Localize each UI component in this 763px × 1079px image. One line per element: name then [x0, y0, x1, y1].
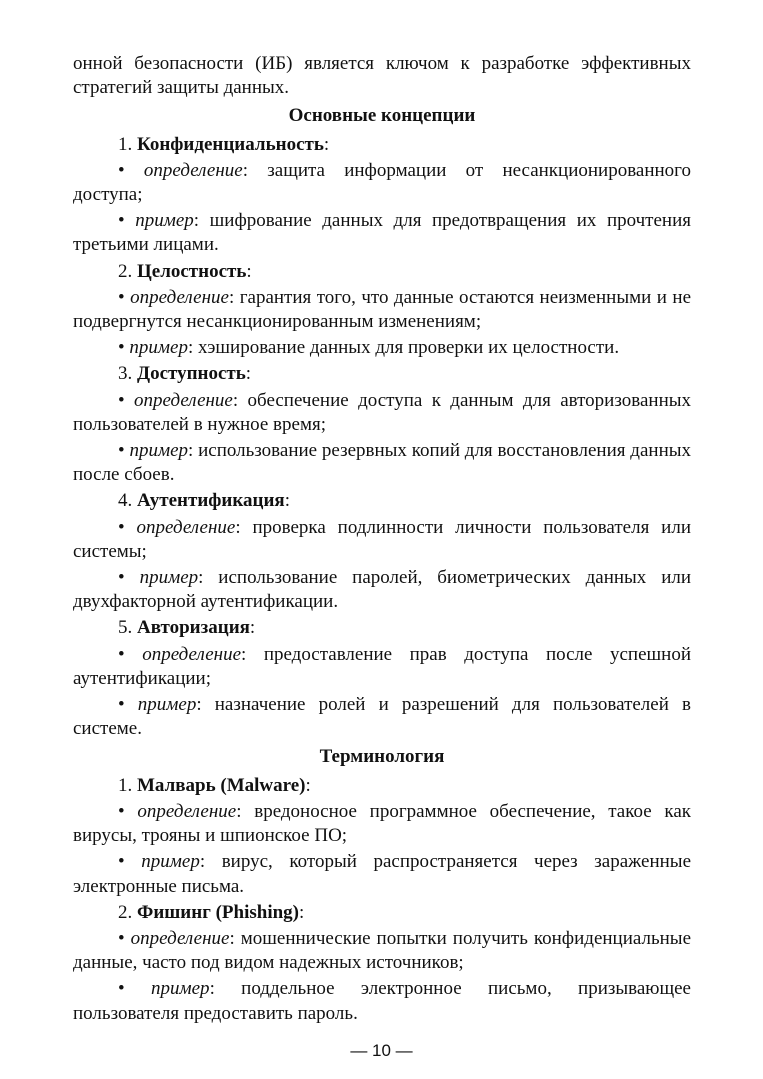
example-label: пример [129, 337, 188, 359]
definition-text: : вредоносное программное обеспечение, такое как вирусы, трояны и шпионское ПО; [73, 800, 692, 847]
term-heading [73, 260, 691, 284]
definition-label: определение [130, 927, 230, 949]
definition-label: определение [137, 800, 237, 822]
example-text: : назначение ролей и разрешений для пользователей в системе. [73, 694, 691, 740]
example-text: : хэширование данных для проверки их целостности. [187, 337, 620, 359]
example-bullet [73, 566, 691, 614]
term-name: Фишинг (Phishing) [137, 901, 299, 923]
definition-label: определение [136, 516, 236, 538]
term-number: 3. [118, 363, 137, 385]
term-heading [73, 616, 691, 640]
bullet-icon: • [118, 694, 125, 716]
section-heading-concepts: Основные концепции [288, 105, 476, 127]
example-text: : использование резервных копий для восстановления данных после сбоев. [73, 440, 692, 486]
term-name: Целостность [137, 260, 247, 282]
term-number: 1. [118, 133, 137, 155]
example-spacer [125, 978, 151, 999]
bullet-icon: • [118, 516, 125, 538]
page-body [73, 52, 691, 1028]
term-number: 2. [118, 901, 137, 923]
example-spacer [125, 567, 140, 588]
definition-text: : предоставление прав доступа после успешной аутентификации; [73, 643, 691, 689]
bullet-icon: • [118, 567, 125, 589]
term-colon: : [249, 617, 256, 639]
example-label: пример [139, 567, 199, 589]
terminology-list [73, 774, 691, 1026]
example-bullet [73, 439, 691, 487]
definition-bullet [73, 927, 691, 975]
term-number: 1. [118, 774, 137, 796]
example-text: : поддельное электронное письмо, призывающее пользователя предоставить пароль. [73, 978, 691, 1024]
bullet-icon: • [118, 210, 125, 232]
definition-text: : проверка подлинности личности пользователя или системы; [73, 516, 692, 562]
term-number: 2. [118, 260, 137, 282]
definition-spacer [125, 801, 138, 822]
bullet-icon: • [118, 800, 125, 822]
term-name: Доступность [137, 363, 246, 385]
example-bullet [73, 693, 691, 741]
bullet-icon: • [118, 337, 125, 359]
example-spacer [125, 851, 142, 872]
example-label: пример [141, 851, 200, 873]
definition-bullet [73, 159, 691, 207]
definition-label: определение [142, 643, 242, 665]
intro-paragraph: онной безопасности (ИБ) является ключом к разработке эффективных стратегий защиты данных. [73, 53, 691, 99]
example-bullet [73, 209, 691, 257]
term-number: 5. [118, 617, 137, 639]
definition-text: : защита информации от несанкционированного доступа; [73, 159, 692, 206]
page-number: — 10 — [350, 1041, 413, 1060]
definition-spacer [125, 517, 137, 538]
term-colon: : [299, 901, 305, 923]
term-colon: : [323, 133, 330, 155]
definition-label: определение [143, 159, 243, 181]
definition-bullet [73, 516, 691, 564]
definition-spacer [125, 390, 134, 411]
example-text: : вирус, который распространяется через зараженные электронные письма. [73, 851, 692, 897]
bullet-icon: • [118, 159, 125, 181]
example-spacer [125, 694, 138, 715]
definition-label: определение [134, 389, 233, 411]
definition-bullet [73, 643, 691, 691]
example-label: пример [129, 440, 189, 462]
definition-label: определение [130, 286, 229, 308]
bullet-icon: • [118, 851, 125, 873]
bullet-icon: • [118, 927, 125, 949]
term-heading [73, 901, 691, 925]
term-heading [73, 489, 691, 513]
example-bullet [73, 977, 691, 1025]
definition-bullet [73, 389, 691, 437]
bullet-icon: • [118, 440, 125, 462]
bullet-icon: • [118, 389, 125, 411]
example-label: пример [135, 210, 194, 232]
definition-spacer [125, 644, 143, 665]
example-text: : шифрование данных для предотвращения их прочтения третьими лицами. [73, 210, 691, 256]
example-label: пример [151, 978, 210, 1000]
term-name: Авторизация [137, 617, 250, 639]
term-colon: : [305, 774, 311, 796]
bullet-icon: • [118, 286, 125, 308]
example-spacer [125, 210, 136, 231]
term-number: 4. [118, 490, 137, 512]
bullet-icon: • [118, 978, 125, 1000]
example-bullet [73, 336, 691, 360]
section-heading-terminology: Терминология [319, 746, 445, 768]
definition-text: : обеспечение доступа к данным для авторизованных пользователей в нужное время; [73, 389, 691, 435]
term-name: Аутентификация [137, 490, 285, 512]
term-name: Малварь (Malware) [137, 774, 306, 796]
term-colon: : [245, 363, 252, 385]
term-name: Конфиденциальность [137, 133, 324, 155]
definition-bullet [73, 800, 691, 848]
term-colon: : [246, 260, 252, 282]
definition-spacer [125, 160, 144, 181]
example-label: пример [137, 694, 197, 716]
term-heading [73, 774, 691, 798]
definition-text: : мошеннические попытки получить конфиденциальные данные, часто под видом надежных источников; [73, 927, 692, 974]
definition-bullet [73, 286, 691, 334]
term-heading [73, 133, 691, 157]
term-heading [73, 362, 691, 386]
concepts-list [73, 133, 691, 742]
definition-text: : гарантия того, что данные остаются неизменными и не подвергнутся несанкционированным изменениям; [73, 286, 692, 333]
bullet-icon: • [118, 643, 125, 665]
example-bullet [73, 850, 691, 898]
example-text: : использование паролей, биометрических данных или двухфакторной аутентификации. [73, 567, 692, 613]
term-colon: : [284, 490, 290, 512]
